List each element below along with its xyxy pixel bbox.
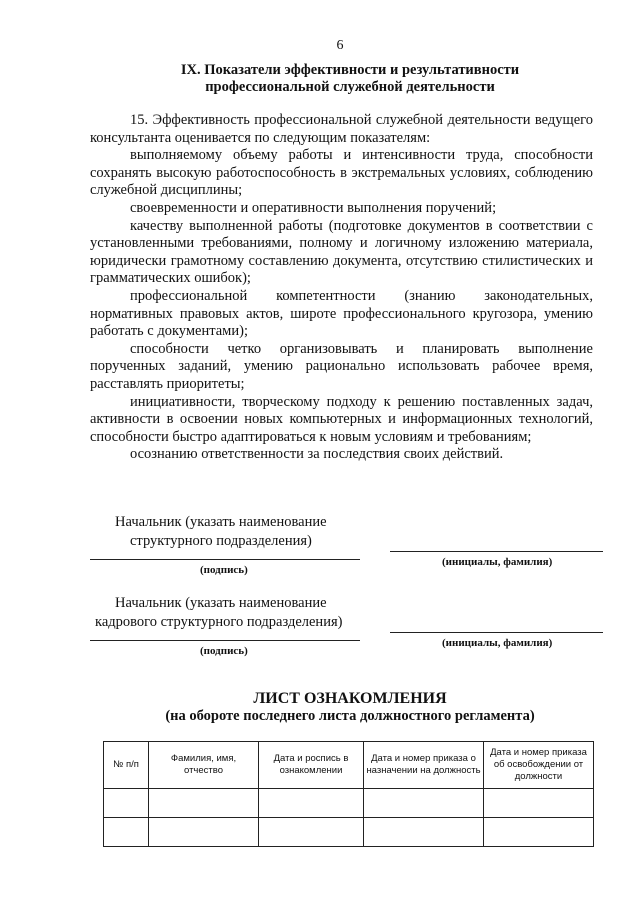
table-cell[interactable] xyxy=(364,789,484,818)
name-caption: (инициалы, фамилия) xyxy=(442,556,553,568)
name-line xyxy=(390,551,603,552)
table-cell[interactable] xyxy=(149,789,259,818)
name-line xyxy=(390,632,603,633)
table-cell[interactable] xyxy=(149,818,259,847)
signature-title-line1: Начальник (указать наименование xyxy=(115,514,327,530)
signature-line xyxy=(90,640,360,641)
table-cell[interactable] xyxy=(259,818,364,847)
paragraph: выполняемому объему работы и интенсивности труда, способности сохранять высокую работоспособность в экстремальных условиях, соблюдению служебной дисциплины; xyxy=(90,147,593,199)
acquaintance-sheet-title: ЛИСТ ОЗНАКОМЛЕНИЯ xyxy=(253,690,447,707)
table-cell[interactable] xyxy=(259,789,364,818)
signature-line xyxy=(90,559,360,560)
section-title-line2: профессиональной служебной деятельности xyxy=(205,79,495,95)
signature-title-line1: Начальник (указать наименование xyxy=(115,595,327,611)
paragraph: своевременности и оперативности выполнения поручений; xyxy=(130,199,497,216)
table-cell[interactable] xyxy=(104,818,149,847)
section-title xyxy=(100,62,600,96)
column-header-name: Фамилия, имя, отчество xyxy=(149,742,259,789)
paragraph: осознанию ответственности за последствия своих действий. xyxy=(130,446,504,463)
column-header-appointment-order: Дата и номер приказа о назначении на должность xyxy=(364,742,484,789)
column-header-signature-date: Дата и роспись в ознакомлении xyxy=(259,742,364,789)
signature-caption: (подпись) xyxy=(200,645,248,657)
table-cell[interactable] xyxy=(104,789,149,818)
table-header-row xyxy=(104,742,594,789)
paragraph: 15. Эффективность профессиональной служебной деятельности ведущего консультанта оценивается по следующим показателям: xyxy=(90,112,593,146)
paragraph: инициативности, творческому подходу к решению поставленных задач, активности в освоении новых компьютерных и информационных технологий, способности быстро адаптироваться к новым условиям и требованиям; xyxy=(90,393,593,445)
paragraph: способности четко организовывать и планировать выполнение порученных заданий, умению рационально использовать рабочее время, расставлять приоритеты; xyxy=(90,340,593,392)
column-header-dismissal-order: Дата и номер приказа об освобождении от должности xyxy=(484,742,594,789)
table-row xyxy=(104,818,594,847)
name-caption: (инициалы, фамилия) xyxy=(442,637,553,649)
table-cell[interactable] xyxy=(364,818,484,847)
page-number: 6 xyxy=(336,38,344,53)
acquaintance-sheet-subtitle: (на обороте последнего листа должностного регламента) xyxy=(165,708,535,724)
paragraph: профессиональной компетентности (знанию законодательных, нормативных правовых актов, широте профессионального кругозора, умению работать с документами); xyxy=(90,287,593,340)
body-text xyxy=(90,112,593,464)
paragraph: качеству выполненной работы (подготовке документов в соответствии с установленными требованиями, полному и логичному изложению материала, юридически грамотному составлению документа, отсутствию стилистических и грамматических ошибок); xyxy=(90,217,593,287)
signature-title-line2: структурного подразделения) xyxy=(130,533,312,549)
acquaintance-table xyxy=(103,741,594,847)
table-cell[interactable] xyxy=(484,789,594,818)
table-row xyxy=(104,789,594,818)
signature-caption: (подпись) xyxy=(200,564,248,576)
table-cell[interactable] xyxy=(484,818,594,847)
section-title-line1: IX. Показатели эффективности и результативности xyxy=(180,62,520,78)
signature-title-line2: кадрового структурного подразделения) xyxy=(95,614,343,630)
column-header-number: № п/п xyxy=(104,742,149,789)
